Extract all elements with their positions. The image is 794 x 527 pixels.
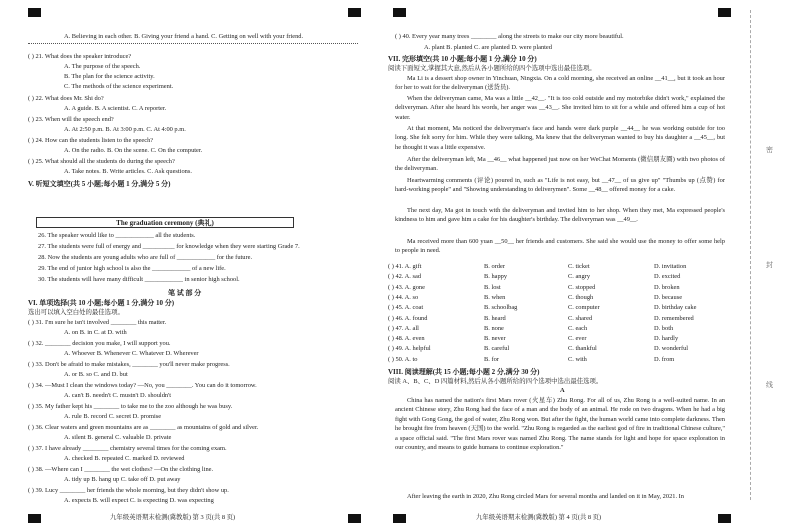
section-vii-title: VII. 完形填空(共 10 小题;每小题 1 分,满分 10 分) [388, 55, 537, 63]
question-line: ( ) 33. Don't be afraid to make mistakes, ________ you'll never make progress. [28, 361, 230, 368]
written-part-title: 笔 试 部 分 [168, 289, 202, 297]
question-line: ( ) 21. What does the speaker introduce? [28, 53, 132, 60]
cloze-option: ( ) 45. A. coat [388, 304, 424, 312]
registration-mark [393, 514, 406, 523]
option-line: A. or B. so C. and D. but [64, 371, 128, 378]
cloze-option: B. careful [484, 345, 510, 353]
margin-char: 线 [766, 381, 773, 389]
exam-page-3 [0, 0, 382, 527]
cloze-option: ( ) 48. A. even [388, 335, 425, 343]
question-line: ( ) 25. What should all the students do during the speech? [28, 158, 175, 165]
question-line: ( ) 23. When will the speech end? [28, 116, 114, 123]
cloze-option: B. lost [484, 283, 501, 291]
cloze-option: C. each [568, 324, 588, 332]
registration-mark [718, 514, 731, 523]
cloze-option: C. though [568, 293, 594, 301]
registration-mark [718, 8, 731, 17]
section-vi-title: VI. 单项选择(共 10 小题;每小题 1 分,满分 10 分) [28, 299, 175, 307]
question-line: ( ) 40. Every year many trees ________ along the streets to make our city more beautiful. [395, 33, 624, 40]
cloze-option: B. happy [484, 273, 508, 281]
margin-char: 密 [766, 146, 773, 154]
cloze-option: D. excited [654, 273, 681, 281]
section-v-title: V. 听短文填空(共 5 小题;每小题 1 分,满分 5 分) [28, 180, 171, 188]
question-line: ( ) 34. —Must I clean the windows today? —No, you ________. You can do it tomorrow. [28, 382, 257, 389]
question-line: ( ) 24. How can the students listen to the speech? [28, 137, 154, 144]
section-vii-instruction: 阅读下面短文,掌握其大意,然后从各小题所给的四个选项中选出最佳选项。 [388, 65, 596, 72]
option-line: C. The methods of the science experiment. [64, 83, 174, 90]
cloze-option: D. broken [654, 283, 680, 291]
cloze-option: D. birthday cake [654, 304, 697, 312]
option-line: A. On the radio. B. On the scene. C. On the computer. [64, 147, 203, 154]
section-viii-title: VIII. 阅读理解(共 15 小题;每小题 2 分,满分 30 分) [388, 368, 540, 376]
cloze-option: D. both [654, 324, 674, 332]
question-line: ( ) 32. ________ decision you make, I will support you. [28, 340, 171, 347]
blank-line: 27. The students were full of energy and __________ for knowledge when they were starting Grade 7. [38, 243, 300, 250]
cloze-option: ( ) 44. A. so [388, 293, 419, 301]
option-line: A. can't B. needn't C. mustn't D. shouldn't [64, 392, 172, 399]
question-line: ( ) 39. Lucy ________ her friends the whole morning, but they didn't show up. [28, 487, 229, 494]
cloze-option: C. computer [568, 304, 600, 312]
cloze-option: C. with [568, 355, 587, 363]
cloze-option: D. hardly [654, 335, 679, 343]
divider [28, 43, 358, 44]
option-line: A. tidy up B. hang up C. take off D. put away [64, 476, 181, 483]
cloze-paragraph: Ma Li is a dessert shop owner in Yinchuan, Ningxia. On a cold morning, she received an online __41__, but it took an hour for her to wait for the deliveryman (送货员). [395, 75, 725, 92]
blank-line: 29. The end of junior high school is also the ____________ of a new life. [38, 265, 226, 272]
section-vi-instruction: 选出可以填入空白处的最佳选项。 [28, 309, 124, 316]
registration-mark [348, 514, 361, 523]
option-line: A. silent B. general C. valuable D. private [64, 434, 172, 441]
blank-line: 28. Now the students are young adults who are full of ____________ for the future. [38, 254, 253, 261]
question-line: ( ) 31. I'm sure he isn't involved ________ this matter. [28, 319, 167, 326]
cloze-option: B. order [484, 263, 505, 270]
cloze-paragraph: Heartwarming comments (评论) poured in, such as "Life is not easy, but __47__ of us give up" "Thumbs up (点赞) for hard-working people" and "Showing understanding to deliverymen". Some __48__ offered money for a cake. [395, 177, 725, 194]
cloze-paragraph: After the deliveryman left, Ma __46__ what happened just now on her WeChat Moments (微信朋友圈) with two photos of the deliveryman. [395, 156, 725, 173]
cloze-option: B. schoolbag [484, 304, 518, 312]
cloze-option: D. from [654, 355, 675, 363]
cloze-option: B. for [484, 355, 499, 363]
option-line: A. on B. in C. at D. with [64, 329, 127, 336]
option-line: A. A guide. B. A scientist. C. A reporter. [64, 105, 167, 112]
reading-paragraph: China has named the nation's first Mars rover (火星车) Zhu Rong. For all of us, Zhu Rong is a well-suited name. In an ancient Chinese story, Zhu Rong had the face of a man and the body of an animal. He rode on two dragons. When he had a big fight with Gong Gong, the god of water, Zhu Rong won. But after the fight, the human world came into complete darkness. Then he brought fire from heaven (天国) to the world. "Zhu Rong is regarded as the earliest god of fire in traditional Chinese culture," a space official said. "The first Mars rover was named Zhu Rong. The name stands for light and hope for space exploration in our country, and means to guide humans to continue exploration." [395, 397, 725, 452]
option-line: A. rule B. record C. secret D. promise [64, 413, 162, 420]
cloze-option: D. invitation [654, 263, 687, 270]
question-line: ( ) 38. —Where can I ________ the wet clothes? —On the clothing line. [28, 466, 214, 473]
blank-line: 30. The students will have many difficult ____________ in senior high school. [38, 276, 240, 283]
margin-char: 封 [766, 261, 773, 269]
registration-mark [348, 8, 361, 17]
option-line: A. expects B. will expect C. is expecting D. was expecting [64, 497, 214, 504]
cloze-option: B. never [484, 335, 506, 343]
cloze-option: ( ) 49. A. helpful [388, 345, 431, 353]
cloze-paragraph: When the deliveryman came, Ma was a little __42__. "It is too cold outside and my motorbike didn't work," explained the deliveryman. After she heard his words, her anger was __43__. She invited him to sit for a while and offered him a cup of hot water. [395, 95, 725, 121]
reading-paragraph: After leaving the earth in 2020, Zhu Rong circled Mars for several months and landed on it in May, 2021. In [407, 493, 684, 500]
cloze-option: C. shared [568, 314, 593, 322]
cloze-paragraph: The next day, Ma got in touch with the deliveryman and invited him to her shop. When they met, Ma expressed people's kindness to him and gave him a cake for his daughter's birthday. The deliveryman was __49__. [395, 207, 725, 224]
registration-mark [393, 8, 406, 17]
cloze-option: ( ) 43. A. gone [388, 283, 425, 291]
option-line: A. checked B. repeated C. marked D. reviewed [64, 455, 185, 462]
registration-mark [28, 514, 41, 523]
passage-label: A [560, 387, 565, 394]
option-line: A. At 2:50 p.m. B. At 3:00 p.m. C. At 4:00 p.m. [64, 126, 186, 133]
question-line: ( ) 37. I have already ________ chemistry several times for the coming exam. [28, 445, 227, 452]
fill-box-title: The graduation ceremony (典礼) [36, 217, 294, 228]
cloze-option: C. thankful [568, 345, 597, 353]
cloze-option: ( ) 47. A. all [388, 324, 419, 332]
cloze-option: ( ) 41. A. gift [388, 263, 422, 270]
cloze-option: B. when [484, 293, 506, 301]
cloze-option: D. remembered [654, 314, 694, 322]
option-line: A. Take notes. B. Write articles. C. Ask questions. [64, 168, 192, 175]
q20-options: A. Believing in each other. B. Giving your friend a hand. C. Getting on well with your friend. [64, 33, 304, 40]
page-footer: 九年级英语期末检测(冀教版) 第 4 页(共 8 页) [476, 514, 602, 521]
binding-line [750, 10, 751, 500]
page-footer: 九年级英语期末检测(冀教版) 第 3 页(共 8 页) [110, 514, 236, 521]
cloze-option: ( ) 46. A. found [388, 314, 428, 322]
cloze-option: C. angry [568, 273, 591, 281]
cloze-paragraph: Ma received more than 600 yuan __50__ her friends and customers. She said she would use the money to offer some help to people in need. [395, 238, 725, 255]
cloze-option: C. ticket [568, 263, 590, 270]
option-line: A. The purpose of the speech. [64, 63, 141, 70]
cloze-option: C. ever [568, 335, 587, 343]
option-line: A. Whoever B. Whenever C. Whatever D. Wherever [64, 350, 199, 357]
cloze-option: D. because [654, 293, 683, 301]
option-line: A. plant B. planted C. are planted D. were planted [424, 44, 552, 51]
section-viii-instruction: 阅读 A、B、C、D 四篇材料,然后从各小题所给的四个选项中选出最佳选项。 [388, 378, 603, 385]
blank-line: 26. The speaker would like to ____________ all the students. [38, 232, 196, 239]
question-line: ( ) 22. What does Mr. Shi do? [28, 95, 104, 102]
cloze-option: B. none [484, 324, 504, 332]
option-line: B. The plan for the science activity. [64, 73, 155, 80]
cloze-option: B. heard [484, 314, 506, 322]
cloze-paragraph: At that moment, Ma noticed the deliveryman's face and hands were dark purple __44__ he was working outside for too long. She felt sorry for him. While they were talking, Ma knew that the deliveryman wanted to buy his daughter a __45__, but he thought it was a little expensive. [395, 125, 725, 151]
question-line: ( ) 36. Clear waters and green mountains are as ________ as mountains of gold and silver. [28, 424, 259, 431]
cloze-option: D. wonderful [654, 345, 689, 353]
cloze-option: ( ) 42. A. sad [388, 273, 422, 281]
question-line: ( ) 35. My father kept his ________ to take me to the zoo although he was busy. [28, 403, 233, 410]
cloze-option: C. stopped [568, 283, 596, 291]
registration-mark [28, 8, 41, 17]
cloze-option: ( ) 50. A. to [388, 355, 418, 363]
